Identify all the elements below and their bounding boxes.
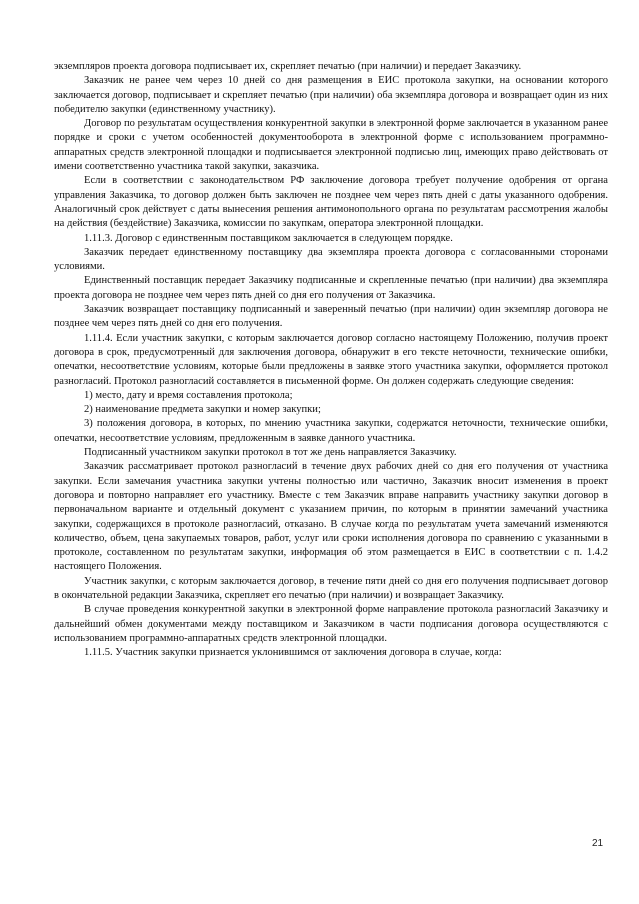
paragraph: Участник закупки, с которым заключается договор, в течение пяти дней со дня его получения подписывает договор в окончательной редакции Заказчика, скрепляет его печатью (при наличии) и возвращает Заказчику.	[54, 575, 608, 601]
page-number: 21	[592, 838, 604, 849]
paragraph: Если в соответствии с законодательством РФ заключение договора требует получение одобрения от органа управления Заказчика, то договор должен быть заключен не позднее чем через пять дней с даты указанного одобрения. Аналогичный срок действует с даты вынесения решения антимонопольного органа по результатам рассмотрения жалобы на действия (бездействие) Заказчика, комиссии по закупкам, оператора электронной площадки.	[54, 175, 608, 230]
paragraph: Договор по результатам осуществления конкурентной закупки в электронной форме заключается в указанном ранее порядке и сроки с учетом особенностей документооборота в электронной форме с использованием программно-аппаратных средств электронной площадки и подписывается электронной подписью лиц, имеющих право действовать от имени соответственно участника такой закупки, заказчика.	[54, 118, 608, 173]
section-heading-1-11-3: 1.11.3. Договор с единственным поставщиком заключается в следующем порядке.	[84, 232, 453, 244]
paragraph: Заказчик возвращает поставщику подписанный и заверенный печатью (при наличии) один экземпляр договора не позднее чем через пять дней со дня его получения.	[54, 304, 608, 330]
paragraph: Заказчик не ранее чем через 10 дней со дня размещения в ЕИС протокола закупки, на основании которого заключается договор, подписывает и скрепляет печатью (при наличии) оба экземпляра договора и возвращает один из них победителю закупки (единственному участнику).	[54, 75, 608, 115]
paragraph: Единственный поставщик передает Заказчику подписанные и скрепленные печатью (при наличии) два экземпляра проекта договора не позднее чем через пять дней со дня его получения от Заказчика.	[54, 275, 608, 301]
paragraph: Подписанный участником закупки протокол в тот же день направляется Заказчику.	[84, 447, 457, 459]
section-heading-1-11-5: 1.11.5. Участник закупки признается уклонившимся от заключения договора в случае, когда:	[84, 647, 502, 659]
paragraph: Заказчик передает единственному поставщику два экземпляра проекта договора с согласованными сторонами условиями.	[54, 246, 608, 273]
paragraph: экземпляров проекта договора подписывает их, скрепляет печатью (при наличии) и передает Заказчику.	[54, 61, 522, 72]
paragraph: Заказчик рассматривает протокол разногласий в течение двух рабочих дней со дня его получения от участника закупки. Если замечания участника закупки учтены полностью или частично, Заказчик вносит изменения в проект договора и повторно направляет его участнику. Вместе с тем Заказчик вправе направить участнику закупки договор в первоначальном варианте и отдельный документ с указанием причин, по которым в принятии замечаний участника закупки, содержащихся в протоколе разногласий, отказано. В случае когда по результатам учета замечаний изменяются количество, объем, цена закупаемых товаров, работ, услуг или сроки исполнения договора по сравнению с указанными в протоколе, составленном по результатам закупки, информация об этом размещается в ЕИС в соответствии с п. 1.4.2 настоящего Положения.	[54, 461, 608, 573]
paragraph: В случае проведения конкурентной закупки в электронной форме направление протокола разногласий Заказчику и дальнейший обмен документами между поставщиком и Заказчиком в части подписания договора осуществляются с использованием программно-аппаратных средств электронной площадки.	[54, 604, 608, 644]
list-item: 3) положения договора, в которых, по мнению участника закупки, содержатся неточности, технические ошибки, опечатки, несоответствие условиям, предложенным в заявке данного участника.	[54, 418, 608, 444]
section-heading-1-11-4: 1.11.4. Если участник закупки, с которым заключается договор согласно настоящему Положению, получив проект договора в срок, предусмотренный для заключения договора, обнаружит в его тексте неточности, технические ошибки, опечатки, несоответствие условиям, которые были предложены в заявке этого участника закупки, оформляется протокол разногласий. Протокол разногласий составляется в письменной форме. Он должен содержать следующие сведения:	[54, 332, 608, 387]
document-body	[54, 60, 608, 660]
list-item: 2) наименование предмета закупки и номер закупки;	[84, 404, 321, 416]
list-item: 1) место, дату и время составления протокола;	[84, 389, 293, 401]
